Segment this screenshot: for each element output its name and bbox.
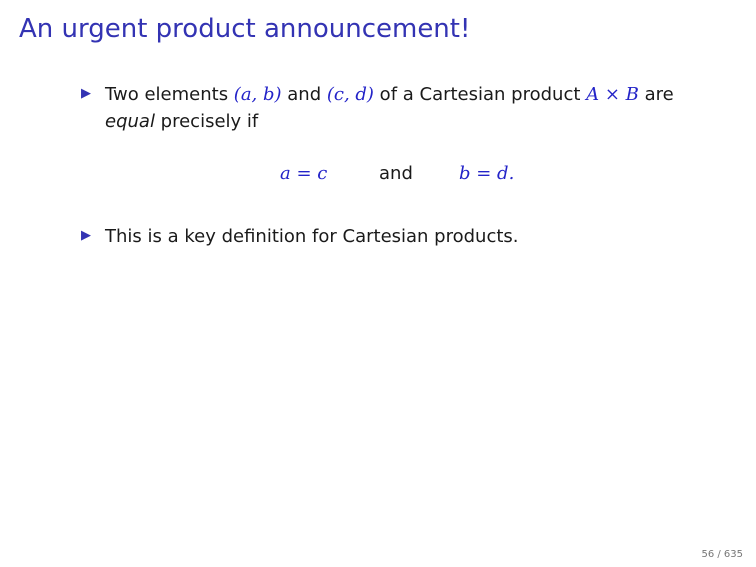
text-segment: of a Cartesian product (373, 84, 587, 105)
text-segment: precisely if (154, 111, 259, 132)
text-segment: Two elements (105, 84, 234, 105)
slide-title: An urgent product announcement! (19, 14, 471, 44)
equation-a-equals-c: a = c (280, 163, 328, 184)
pair-cd: (c, d) (326, 84, 374, 105)
bullet-text: This is a key definition for Cartesian products. (105, 226, 519, 247)
bullet-item-equality (81, 81, 705, 135)
bullet-item-key-definition (81, 223, 705, 250)
emphasis-equal: equal (105, 111, 155, 132)
text-segment: and (281, 84, 327, 105)
text-segment: are (638, 84, 674, 105)
equation-b-equals-d: b = d. (459, 163, 515, 184)
bullet-triangle-icon: ▶ (81, 86, 91, 101)
equation-and: and (379, 163, 413, 184)
page-number: 56 / 635 (701, 549, 743, 560)
pair-ab: (a, b) (233, 84, 282, 105)
product-axb: A × B (586, 84, 639, 105)
bullet-triangle-icon: ▶ (81, 228, 91, 243)
